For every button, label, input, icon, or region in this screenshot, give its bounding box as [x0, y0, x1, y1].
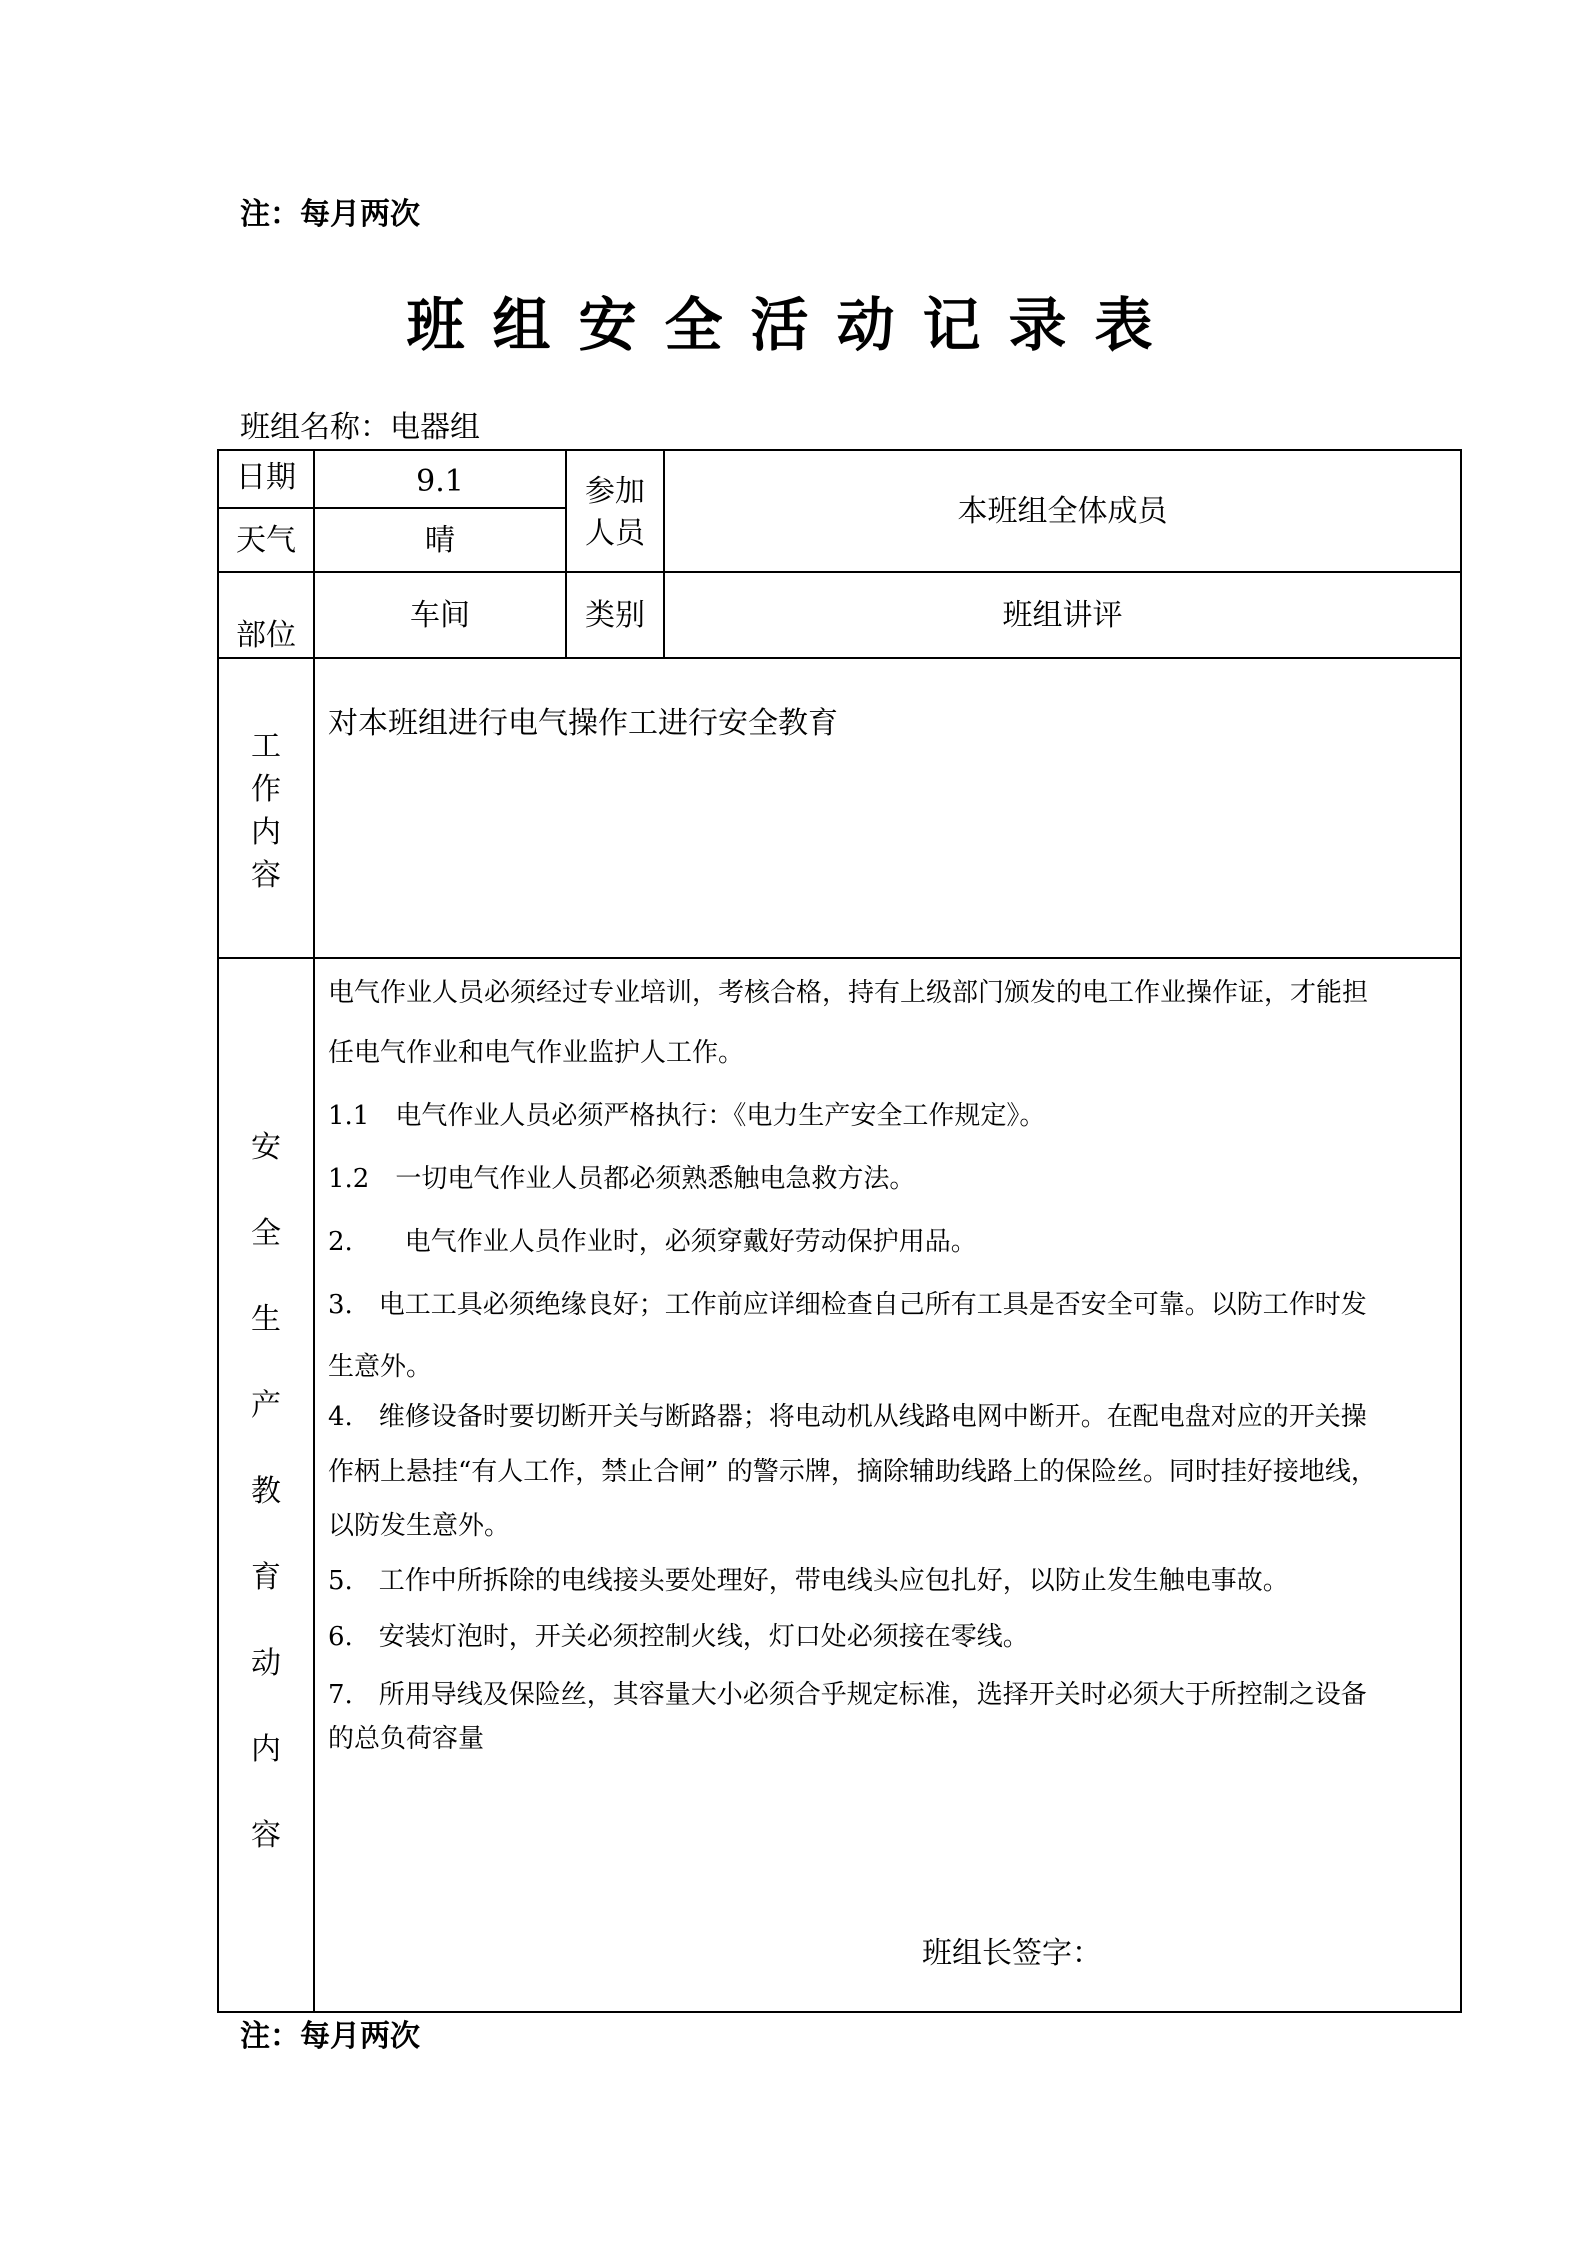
safety-line: 7. 所用导线及保险丝，其容量大小必须合乎规定标准，选择开关时必须大于所控制之设备: [328, 1680, 1367, 1710]
safety-label-char: 育: [251, 1560, 281, 1595]
note-top: 注：每月两次: [240, 197, 420, 232]
team-name-value: 电器组: [390, 410, 480, 445]
safety-line: 3. 电工工具必须绝缘良好；工作前应详细检查自己所有工具是否安全可靠。以防工作时发: [328, 1290, 1367, 1320]
safety-line: 的总负荷容量: [328, 1724, 485, 1754]
note-bottom: 注：每月两次: [240, 2019, 420, 2054]
category-label: 类别: [585, 598, 645, 633]
participants-value: 本班组全体成员: [957, 494, 1168, 529]
safety-label-char: 生: [251, 1302, 281, 1337]
participants-label-line2: 人员: [585, 516, 645, 551]
safety-line: 2. 电气作业人员作业时，必须穿戴好劳动保护用品。: [328, 1227, 977, 1257]
safety-label-char: 产: [251, 1388, 281, 1423]
team-name-label: 班组名称：: [240, 410, 390, 445]
work-label-char: 工: [251, 729, 281, 764]
safety-label-char: 容: [251, 1818, 281, 1853]
weather-label: 天气: [236, 523, 296, 558]
work-label-char: 作: [251, 772, 281, 807]
work-content: 对本班组进行电气操作工进行安全教育: [328, 706, 838, 741]
page-title: 班组安全活动记录表: [406, 291, 1181, 359]
safety-label-char: 全: [251, 1216, 281, 1251]
dept-label: 部位: [236, 618, 296, 653]
safety-line: 6. 安装灯泡时，开关必须控制火线，灯口处必须接在零线。: [328, 1622, 1029, 1652]
table-divider-row2: [217, 571, 1462, 573]
table-divider-row4: [217, 957, 1462, 959]
safety-line: 4. 维修设备时要切断开关与断路器；将电动机从线路电网中断开。在配电盘对应的开关操: [328, 1402, 1367, 1432]
table-border-bottom: [217, 2011, 1462, 2013]
signature-label: 班组长签字：: [922, 1936, 1102, 1971]
category-value: 班组讲评: [1002, 598, 1123, 633]
safety-label-char: 教: [251, 1474, 281, 1509]
safety-line: 作柄上悬挂“有人工作，禁止合闸” 的警示牌，摘除辅助线路上的保险丝。同时挂好接地线，: [328, 1457, 1377, 1487]
table-divider-row3: [217, 657, 1462, 659]
safety-line: 电气作业人员必须经过专业培训，考核合格，持有上级部门颁发的电工作业操作证，才能担: [328, 978, 1369, 1008]
table-border-right: [1460, 449, 1462, 2013]
weather-value: 晴: [425, 523, 455, 558]
table-divider-date-weather: [217, 507, 567, 509]
safety-line: 1.2 一切电气作业人员都必须熟悉触电急救方法。: [328, 1164, 916, 1194]
work-label-char: 内: [251, 815, 281, 850]
safety-label-char: 内: [251, 1732, 281, 1767]
participants-label-line1: 参加: [585, 474, 645, 509]
safety-line: 任电气作业和电气作业监护人工作。: [328, 1038, 745, 1068]
table-border-top: [217, 449, 1462, 451]
safety-label-char: 动: [251, 1646, 281, 1681]
team-name: [240, 410, 480, 446]
date-value: 9.1: [416, 464, 464, 499]
dept-value: 车间: [410, 598, 470, 633]
safety-line: 生意外。: [328, 1352, 433, 1382]
safety-label-char: 安: [251, 1130, 281, 1165]
safety-line: 以防发生意外。: [328, 1511, 511, 1541]
date-label: 日期: [236, 460, 296, 495]
work-label-char: 容: [251, 858, 281, 893]
safety-line: 1.1 电气作业人员必须严格执行：《电力生产安全工作规定》。: [328, 1101, 1046, 1131]
safety-line: 5. 工作中所拆除的电线接头要处理好，带电线头应包扎好，以防止发生触电事故。: [328, 1566, 1289, 1596]
